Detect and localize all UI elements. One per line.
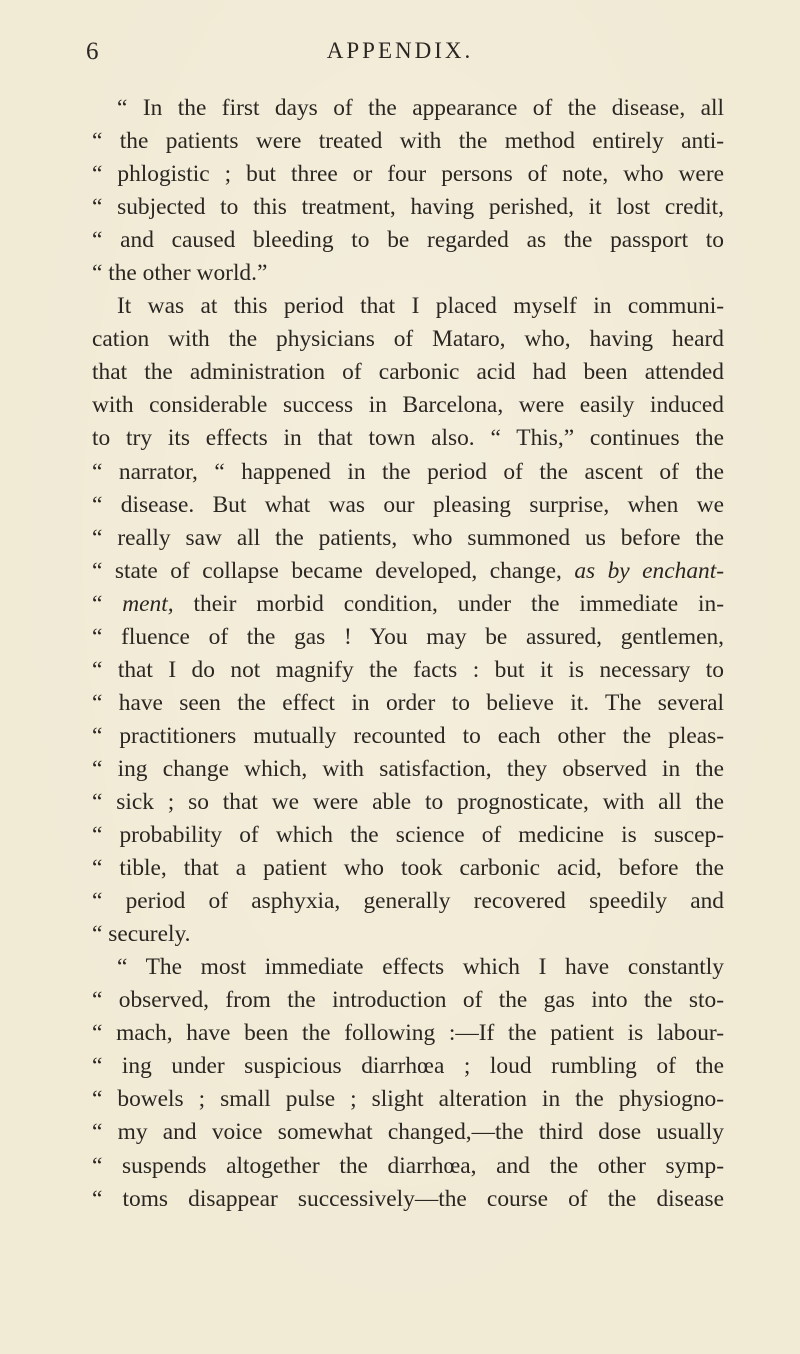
text-line xyxy=(92,555,724,588)
line-text: “ subjected to this treatment, having perished, it lost credit, xyxy=(92,194,724,221)
text-line xyxy=(92,257,724,290)
body-text xyxy=(92,92,724,1216)
line-text: “ The most immediate effects which I have constantly xyxy=(117,954,724,981)
text-line xyxy=(92,1017,724,1050)
text-line xyxy=(92,522,724,555)
text-line xyxy=(92,786,724,819)
text-line xyxy=(92,323,724,356)
line-text: “ tible, that a patient who took carbonic acid, before the xyxy=(92,855,724,882)
line-text: “ mach, have been the following :—If the patient is labour- xyxy=(92,1020,724,1047)
line-text: that the administration of carbonic acid had been attended xyxy=(92,359,724,386)
line-text: “ disease. But what was our pleasing surprise, when we xyxy=(92,491,724,518)
text-line xyxy=(92,1183,724,1216)
text-line xyxy=(92,125,724,158)
text-line xyxy=(92,1116,724,1149)
text-line xyxy=(92,819,724,852)
italic-text: ment, xyxy=(122,590,174,617)
line-text: “ fluence of the gas ! You may be assured, gentlemen, xyxy=(92,623,724,650)
line-text: “ the patients were treated with the method entirely anti- xyxy=(92,128,724,155)
line-text-continued: their morbid condition, under the immediate in- xyxy=(173,590,725,617)
text-line xyxy=(92,918,724,951)
text-line xyxy=(92,654,724,687)
line-text: “ suspends altogether the diarrhœa, and the other symp- xyxy=(92,1152,724,1179)
line-text: It was at this period that I placed myself in communi- xyxy=(117,293,724,320)
text-line xyxy=(92,356,724,389)
line-text: to try its effects in that town also. “ This,” continues the xyxy=(92,425,724,452)
line-text: “ sick ; so that we were able to prognosticate, with all the xyxy=(92,788,724,815)
text-line xyxy=(92,621,724,654)
line-text: “ really saw all the patients, who summoned us before the xyxy=(92,524,724,551)
text-line xyxy=(92,489,724,522)
line-text: “ the other world.” xyxy=(92,260,268,287)
line-text: “ xyxy=(92,590,123,617)
line-text: “ that I do not magnify the facts : but it is necessary to xyxy=(92,656,724,683)
text-line xyxy=(92,687,724,720)
text-line xyxy=(92,885,724,918)
page-header xyxy=(0,38,800,78)
text-line xyxy=(92,290,724,323)
text-line xyxy=(92,984,724,1017)
line-text: “ In the first days of the appearance of the disease, all xyxy=(117,95,724,121)
italic-text: as by enchant- xyxy=(574,557,725,584)
line-text: “ bowels ; small pulse ; slight alteration in the physiogno- xyxy=(92,1086,724,1113)
line-text: “ have seen the effect in order to believe it. The several xyxy=(92,689,724,716)
text-line xyxy=(92,753,724,786)
text-line xyxy=(92,191,724,224)
running-head: APPENDIX. xyxy=(326,38,474,63)
page-number: 6 xyxy=(86,38,99,65)
line-text: “ securely. xyxy=(92,921,191,948)
text-line xyxy=(92,224,724,257)
line-text: cation with the physicians of Mataro, who, having heard xyxy=(92,326,724,353)
text-line xyxy=(92,456,724,489)
line-text: “ toms disappear successively—the course of the disease xyxy=(92,1185,724,1212)
line-text: “ state of collapse became developed, change, xyxy=(92,557,575,584)
line-text: “ my and voice somewhat changed,—the third dose usually xyxy=(92,1119,724,1146)
text-line xyxy=(92,852,724,885)
text-line xyxy=(92,720,724,753)
text-line xyxy=(92,158,724,191)
line-text: “ practitioners mutually recounted to each other the pleas- xyxy=(92,722,724,749)
text-line xyxy=(92,1083,724,1116)
line-text: “ phlogistic ; but three or four persons of note, who were xyxy=(92,161,724,188)
line-text: “ and caused bleeding to be regarded as the passport to xyxy=(92,227,724,254)
text-line xyxy=(92,92,724,125)
text-line xyxy=(92,588,724,621)
line-text: with considerable success in Barcelona, were easily induced xyxy=(92,392,724,419)
text-line xyxy=(92,1050,724,1083)
line-text: “ ing change which, with satisfaction, they observed in the xyxy=(92,755,724,782)
line-text: “ observed, from the introduction of the gas into the sto- xyxy=(92,987,724,1014)
line-text: “ narrator, “ happened in the period of the ascent of the xyxy=(92,458,724,485)
text-line xyxy=(92,951,724,984)
text-line xyxy=(92,389,724,422)
line-text: “ ing under suspicious diarrhœa ; loud rumbling of the xyxy=(92,1053,724,1080)
text-line xyxy=(92,422,724,455)
text-line xyxy=(92,1150,724,1183)
line-text: “ period of asphyxia, generally recovered speedily and xyxy=(92,888,724,915)
line-text: “ probability of which the science of medicine is suscep- xyxy=(92,822,724,849)
